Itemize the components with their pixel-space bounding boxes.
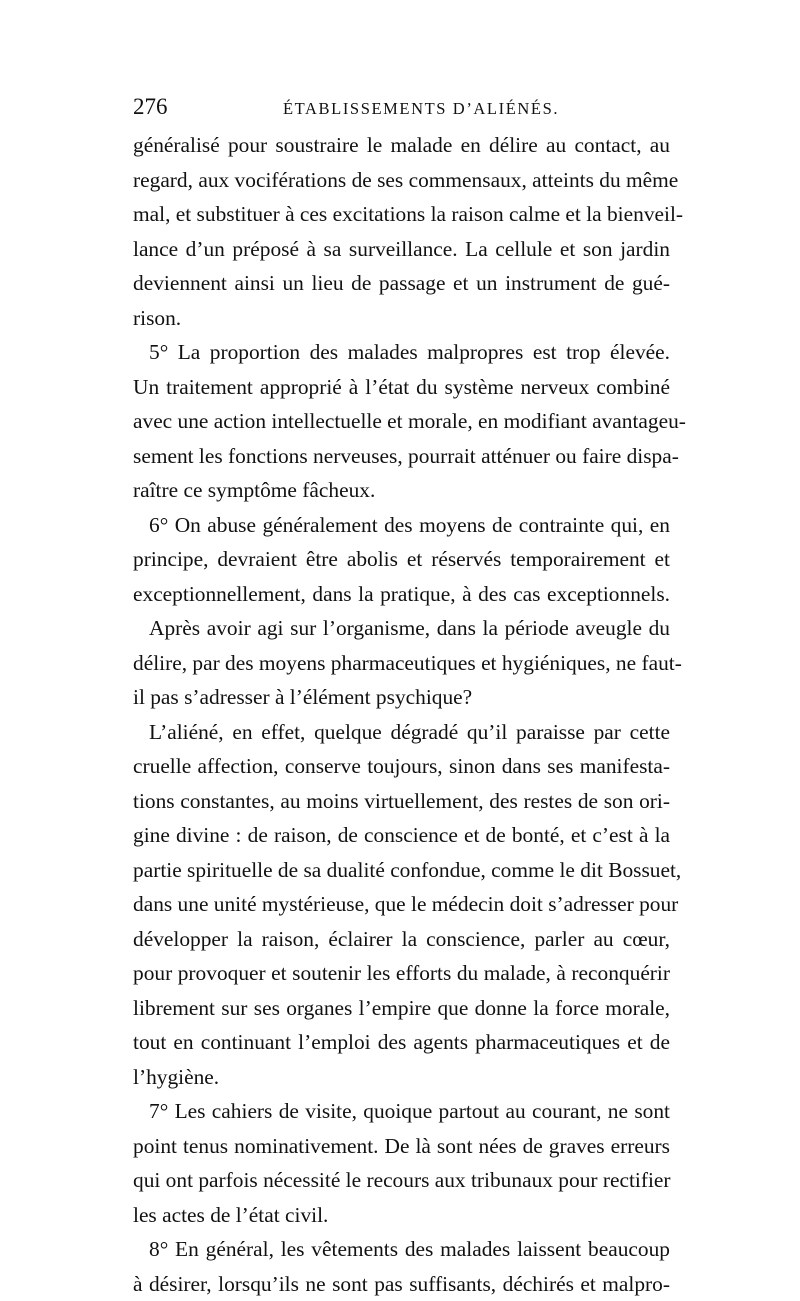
text-line: 8° En général, les vêtements des malades laissent beaucoup (133, 1232, 670, 1267)
text-line: gine divine : de raison, de conscience et de bonté, et c’est à la (133, 818, 670, 853)
text-line: point tenus nominativement. De là sont nées de graves erreurs (133, 1129, 670, 1164)
text-line: sement les fonctions nerveuses, pourrait atténuer ou faire dispa- (133, 439, 670, 474)
page-number: 276 (133, 92, 168, 122)
text-line: rison. (133, 301, 670, 336)
text-line: L’aliéné, en effet, quelque dégradé qu’il paraisse par cette (133, 715, 670, 750)
text-line: exceptionnellement, dans la pratique, à des cas exceptionnels. (133, 577, 670, 612)
text-line: Après avoir agi sur l’organisme, dans la période aveugle du (133, 611, 670, 646)
text-line: avec une action intellectuelle et morale, en modifiant avantageu- (133, 404, 670, 439)
text-line: cruelle affection, conserve toujours, sinon dans ses manifesta- (133, 749, 670, 784)
text-line: les actes de l’état civil. (133, 1198, 670, 1233)
text-line: principe, devraient être abolis et réservés temporairement et (133, 542, 670, 577)
text-line: deviennent ainsi un lieu de passage et un instrument de gué- (133, 266, 670, 301)
text-line: l’hygiène. (133, 1060, 670, 1095)
text-line: mal, et substituer à ces excitations la raison calme et la bienveil- (133, 197, 670, 232)
text-line: tout en continuant l’emploi des agents pharmaceutiques et de (133, 1025, 670, 1060)
text-line: partie spirituelle de sa dualité confondue, comme le dit Bossuet, (133, 853, 670, 888)
text-line: raître ce symptôme fâcheux. (133, 473, 670, 508)
running-head (133, 92, 668, 122)
text-line: lance d’un préposé à sa surveillance. La cellule et son jardin (133, 232, 670, 267)
text-line: 7° Les cahiers de visite, quoique partout au courant, ne sont (133, 1094, 670, 1129)
text-line: il pas s’adresser à l’élément psychique? (133, 680, 670, 715)
body-text (133, 128, 670, 1301)
text-line: librement sur ses organes l’empire que donne la force morale, (133, 991, 670, 1026)
text-line: tions constantes, au moins virtuellement, des restes de son ori- (133, 784, 670, 819)
text-line: Un traitement approprié à l’état du système nerveux combiné (133, 370, 670, 405)
text-line: 5° La proportion des malades malpropres est trop élevée. (133, 335, 670, 370)
text-line: délire, par des moyens pharmaceutiques et hygiéniques, ne faut- (133, 646, 670, 681)
text-line: 6° On abuse généralement des moyens de contrainte qui, en (133, 508, 670, 543)
text-line: qui ont parfois nécessité le recours aux tribunaux pour rectifier (133, 1163, 670, 1198)
text-line: pour provoquer et soutenir les efforts du malade, à reconquérir (133, 956, 670, 991)
text-line: à désirer, lorsqu’ils ne sont pas suffisants, déchirés et malpro- (133, 1267, 670, 1301)
text-line: développer la raison, éclairer la conscience, parler au cœur, (133, 922, 670, 957)
text-line: dans une unité mystérieuse, que le médecin doit s’adresser pour (133, 887, 670, 922)
running-title: ÉTABLISSEMENTS D’ALIÉNÉS. (283, 94, 559, 124)
text-line: généralisé pour soustraire le malade en délire au contact, au (133, 128, 670, 163)
text-line: regard, aux vociférations de ses commensaux, atteints du même (133, 163, 670, 198)
